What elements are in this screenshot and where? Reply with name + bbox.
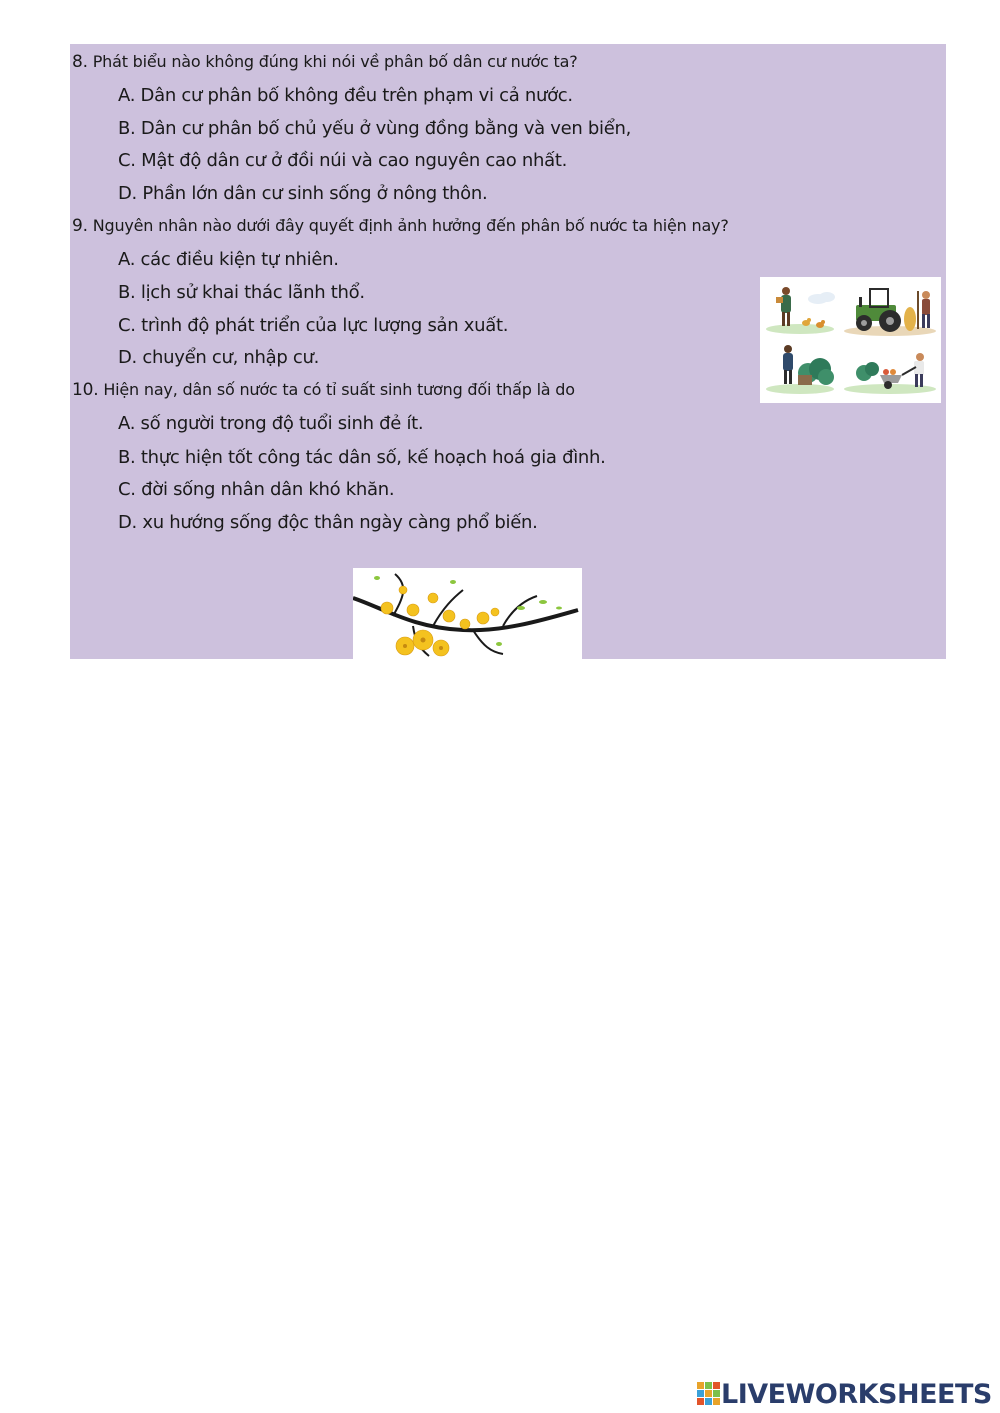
option-10d[interactable]: D. xu hướng sống độc thân ngày càng phổ biến.: [118, 512, 538, 533]
option-8c[interactable]: C. Mật độ dân cư ở đồi núi và cao nguyên cao nhất.: [118, 150, 568, 171]
question-text: Hiện nay, dân số nước ta có tỉ suất sinh tương đối thấp là do: [103, 380, 575, 399]
logo-text: LIVEWORKSHEETS: [721, 1378, 992, 1410]
farmers-illustration: [760, 277, 941, 403]
question-number: 8.: [72, 52, 88, 72]
question-10: [72, 380, 575, 400]
question-8: [72, 52, 578, 72]
option-8d[interactable]: D. Phần lớn dân cư sinh sống ở nông thôn.: [118, 183, 488, 204]
blossom-branch-illustration: [353, 568, 582, 659]
logo-mark-icon: [697, 1382, 721, 1406]
option-10b[interactable]: B. thực hiện tốt công tác dân số, kế hoạch hoá gia đình.: [118, 447, 606, 468]
question-number: 9.: [72, 216, 88, 236]
option-9a[interactable]: A. các điều kiện tự nhiên.: [118, 249, 339, 270]
option-10c[interactable]: C. đời sống nhân dân khó khăn.: [118, 479, 395, 500]
question-text: Phát biểu nào không đúng khi nói về phân bố dân cư nước ta?: [92, 52, 578, 71]
option-9b[interactable]: B. lịch sử khai thác lãnh thổ.: [118, 282, 365, 303]
option-10a[interactable]: A. số người trong độ tuổi sinh đẻ ít.: [118, 413, 424, 434]
question-text: Nguyên nhân nào dưới đây quyết định ảnh hưởng đến phân bố nước ta hiện nay?: [92, 216, 729, 235]
option-8a[interactable]: A. Dân cư phân bố không đều trên phạm vi cả nước.: [118, 85, 573, 106]
option-9c[interactable]: C. trình độ phát triển của lực lượng sản xuất.: [118, 315, 509, 336]
option-8b[interactable]: B. Dân cư phân bố chủ yếu ở vùng đồng bằng và ven biển,: [118, 118, 632, 139]
option-9d[interactable]: D. chuyển cư, nhập cư.: [118, 347, 320, 368]
question-number: 10.: [72, 380, 99, 400]
liveworksheets-logo: [697, 1378, 992, 1410]
question-9: [72, 216, 729, 236]
